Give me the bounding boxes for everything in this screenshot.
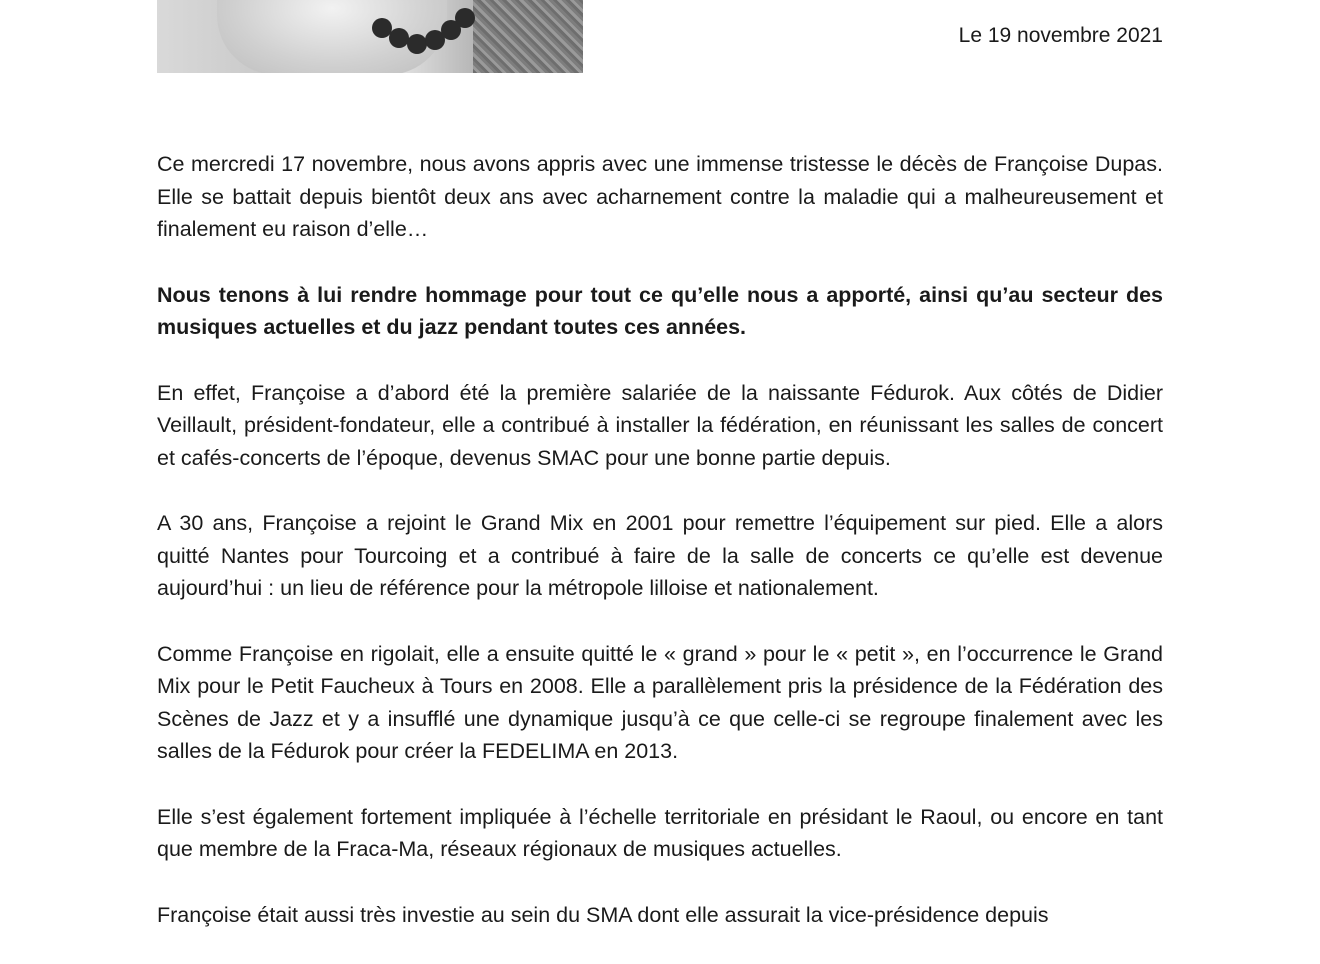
- paragraph: Françoise était aussi très investie au sein du SMA dont elle assurait la vice-présidence depuis: [157, 902, 1049, 927]
- paragraph: En effet, Françoise a d’abord été la première salariée de la naissante Fédurok. Aux côtés de Didier Veillault, président-fondateur, elle a contribué à installer la fédération, en réunissant les salles de concert et cafés-concerts de l’époque, devenus SMAC pour une bonne partie depuis.: [157, 380, 1163, 470]
- paragraph-bold: Nous tenons à lui rendre hommage pour tout ce qu’elle nous a apporté, ainsi qu’au secteur des musiques actuelles et du jazz pendant toutes ces années.: [157, 282, 1163, 339]
- paragraph: Comme Françoise en rigolait, elle a ensuite quitté le « grand » pour le « petit », en l’occurrence le Grand Mix pour le Petit Faucheux à Tours en 2008. Elle a parallèlement pris la présidence de la Fédération des Scènes de Jazz et y a insufflé une dynamique jusqu’à ce que celle-ci se regroupe finalement avec les salles de la Fédurok pour créer la FEDELIMA en 2013.: [157, 641, 1163, 763]
- necklace-bead: [389, 28, 409, 48]
- necklace-bead: [407, 34, 427, 54]
- portrait-photo: [157, 0, 583, 73]
- photo-foliage-area: [473, 0, 583, 73]
- document-date: Le 19 novembre 2021: [958, 24, 1163, 47]
- paragraph: Elle s’est également fortement impliquée à l’échelle territoriale en présidant le Raoul, ou encore en tant que membre de la Fraca-Ma, réseaux régionaux de musiques actuelles.: [157, 804, 1163, 861]
- letter-body: [157, 148, 1163, 964]
- paragraph: Ce mercredi 17 novembre, nous avons appris avec une immense tristesse le décès de Françoise Dupas. Elle se battait depuis bientôt deux ans avec acharnement contre la maladie qui a malheureusement et finalement eu raison d’elle…: [157, 152, 1163, 241]
- necklace-bead: [455, 8, 475, 28]
- paragraph: A 30 ans, Françoise a rejoint le Grand Mix en 2001 pour remettre l’équipement sur pied. Elle a alors quitté Nantes pour Tourcoing et a contribué à faire de la salle de concerts ce qu’elle est devenue aujourd’hui : un lieu de référence pour la métropole lilloise et nationalement.: [157, 511, 1163, 600]
